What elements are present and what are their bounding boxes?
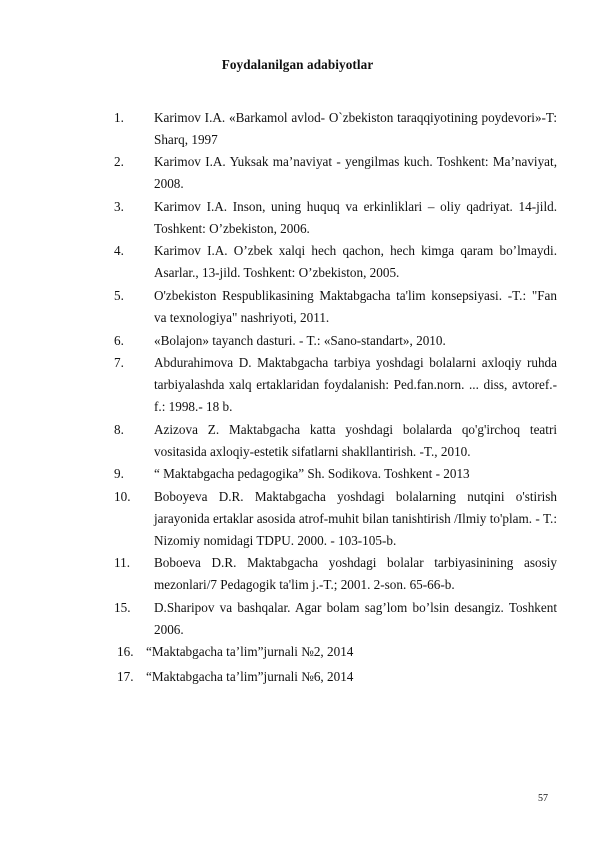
reference-item — [114, 285, 557, 329]
reference-number: 9. — [114, 466, 124, 481]
reference-text: D.Sharipov va bashqalar. Agar bolam sag’lom bo’lsin desangiz. Toshkent 2006. — [154, 600, 557, 637]
reference-text: Karimov I.A. «Barkamol avlod- O`zbekiston taraqqiyotining poydevori»-T: Sharq, 1997 — [154, 110, 557, 147]
reference-item — [114, 552, 557, 596]
reference-item — [114, 151, 557, 195]
reference-number: 17. — [117, 669, 134, 684]
reference-number: 5. — [114, 288, 124, 303]
reference-item — [114, 107, 557, 151]
reference-text: “ Maktabgacha pedagogika” Sh. Sodikova. Toshkent - 2013 — [154, 466, 470, 481]
page-title: Foydalanilgan adabiyotlar — [221, 57, 374, 72]
reference-text: Karimov I.A. Yuksak ma’naviyat - yengilmas kuch. Toshkent: Ma’naviyat, 2008. — [154, 154, 557, 191]
reference-text: «Bolajon» tayanch dasturi. - T.: «Sano-standart», 2010. — [154, 333, 446, 348]
reference-text: “Maktabgacha ta’lim”jurnali №6, 2014 — [146, 669, 354, 684]
reference-text: Abdurahimova D. Maktabgacha tarbiya yoshdagi bolalarni axloqiy ruhda tarbiyalashda xalq ertaklaridan foydalanish: Ped.fan.norn. ... diss, avtoref.-f.: 1998.- 18 b. — [154, 355, 557, 414]
reference-number: 3. — [114, 199, 124, 214]
reference-number: 16. — [117, 644, 134, 659]
reference-number: 8. — [114, 422, 124, 437]
reference-text: Karimov I.A. O’zbek xalqi hech qachon, hech kimga qaram bo’lmaydi. Asarlar., 13-jild. Toshkent: O’zbekiston, 2005. — [154, 243, 557, 280]
reference-item — [114, 463, 557, 485]
reference-text: O'zbekiston Respublikasining Maktabgacha ta'lim konsepsiyasi. -T.: "Fan va texnologiya" nashriyoti, 2011. — [154, 288, 557, 325]
reference-text: “Maktabgacha ta’lim”jurnali №2, 2014 — [146, 644, 354, 659]
reference-item — [114, 486, 557, 552]
reference-number: 2. — [114, 154, 124, 169]
reference-number: 4. — [114, 243, 124, 258]
reference-item — [114, 597, 557, 641]
reference-item — [114, 352, 557, 418]
reference-item — [114, 419, 557, 463]
reference-text: Karimov I.A. Inson, uning huquq va erkinliklari – oliy qadriyat. 14-jild. Toshkent: O’zbekiston, 2006. — [154, 199, 557, 236]
reference-text: Azizova Z. Maktabgacha katta yoshdagi bolalarda qo'g'irchoq teatri vositasida axloqiy-estetik sifatlarni shakllantirish. -T., 2010. — [154, 422, 557, 459]
reference-number: 11. — [114, 555, 130, 570]
reference-number: 1. — [114, 110, 124, 125]
reference-number: 10. — [114, 489, 131, 504]
reference-item — [114, 641, 557, 663]
page-number: 57 — [538, 793, 548, 804]
reference-item — [114, 240, 557, 284]
reference-item — [114, 330, 557, 352]
reference-number: 15. — [114, 600, 131, 615]
reference-text: Boboeva D.R. Maktabgacha yoshdagi bolalar tarbiyasinining asosiy mezonlari/7 Pedagogik ta'lim j.-T.; 2001. 2-son. 65-66-b. — [154, 555, 557, 592]
reference-text: Boboyeva D.R. Maktabgacha yoshdagi bolalarning nutqini o'stirish jarayonida ertaklar asosida atrof-muhit bilan tanishtirish /Ilmiy to'plam. - T.: Nizomiy nomidagi TDPU. 2000. - 103-105-b. — [154, 489, 557, 548]
reference-item — [114, 666, 557, 688]
reference-number: 6. — [114, 333, 124, 348]
reference-item — [114, 196, 557, 240]
reference-number: 7. — [114, 355, 124, 370]
